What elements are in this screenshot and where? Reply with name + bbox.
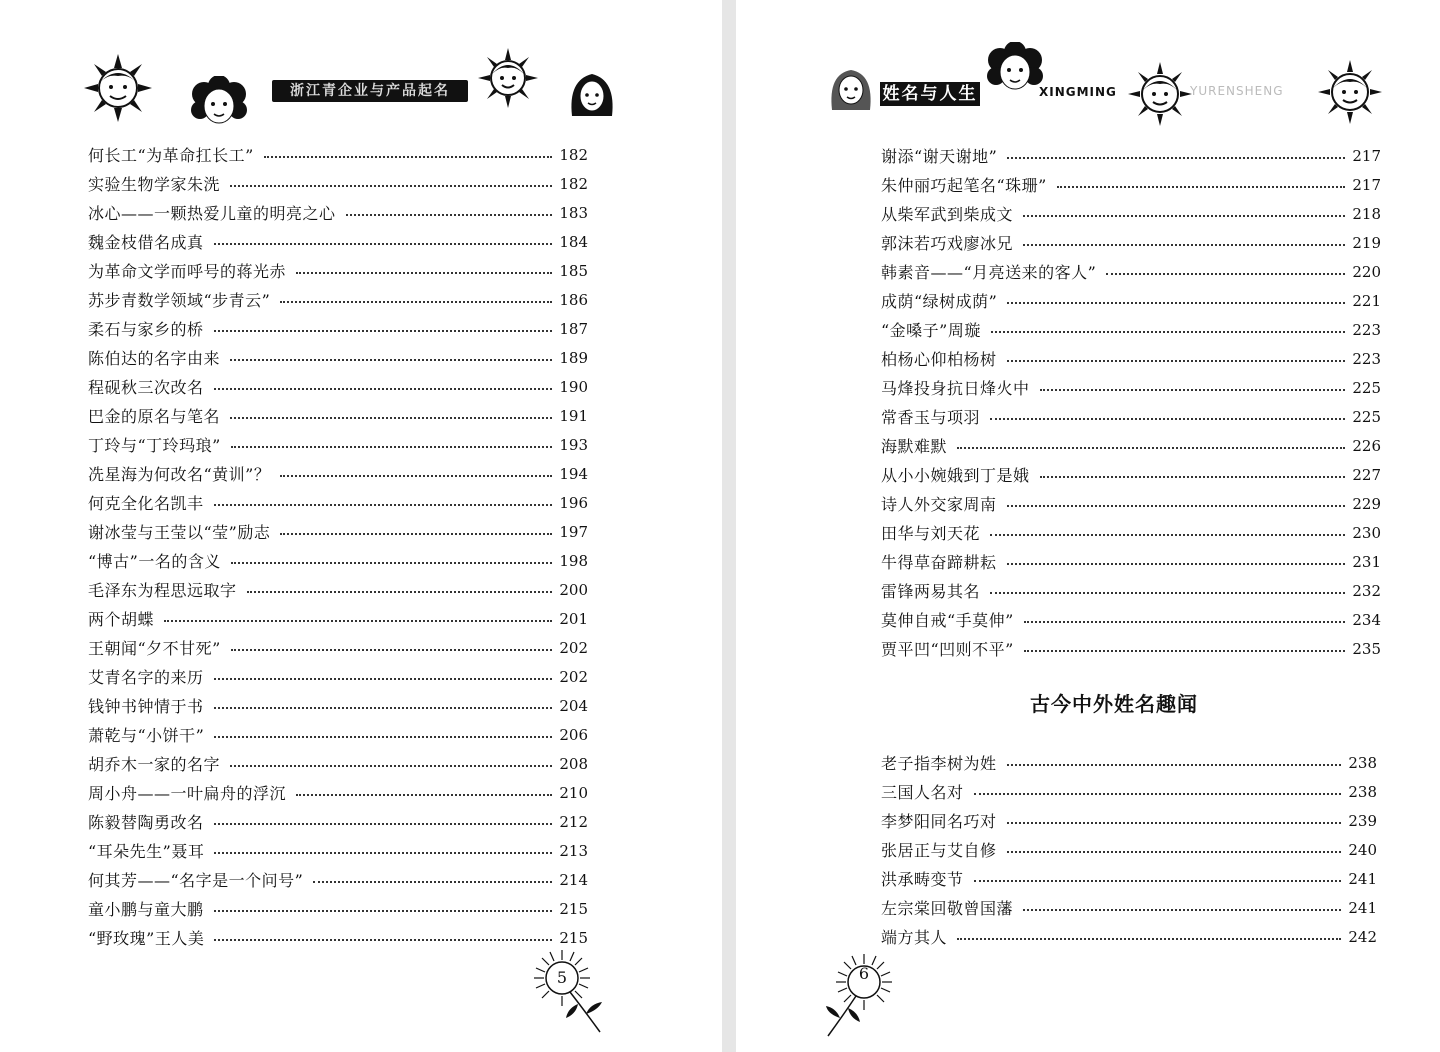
toc-entry-page: 193 bbox=[559, 435, 588, 454]
dot-leader bbox=[1023, 909, 1341, 911]
toc-entry-title: 冼星海为何改名“黄训”？ bbox=[88, 465, 271, 484]
dot-leader bbox=[1040, 389, 1345, 391]
toc-entry-page: 223 bbox=[1352, 320, 1381, 339]
dot-leader bbox=[264, 156, 552, 158]
header-latin-left: XINGMING bbox=[1039, 85, 1117, 99]
toc-entry-title: 常香玉与项羽 bbox=[881, 408, 981, 427]
toc-entry-title: 田华与刘天花 bbox=[881, 524, 981, 543]
dot-leader bbox=[1057, 186, 1345, 188]
toc-entry-title: “野玫瑰”王人美 bbox=[88, 929, 205, 948]
dot-leader bbox=[1024, 650, 1345, 652]
dot-leader bbox=[280, 475, 552, 477]
toc-entry bbox=[881, 402, 1381, 431]
toc-entry-page: 191 bbox=[559, 406, 588, 425]
dot-leader bbox=[1040, 476, 1345, 478]
toc-entry-page: 229 bbox=[1352, 494, 1381, 513]
dot-leader bbox=[974, 793, 1341, 795]
toc-entry-title: 谢添“谢天谢地” bbox=[881, 147, 998, 166]
dot-leader bbox=[296, 794, 552, 796]
toc-entry bbox=[881, 605, 1381, 634]
sun-face-icon bbox=[84, 54, 152, 122]
toc-entry bbox=[881, 835, 1377, 864]
toc-entry-title: 程砚秋三次改名 bbox=[88, 378, 204, 397]
toc-entry-page: 212 bbox=[559, 812, 588, 831]
toc-entry-title: 为革命文学而呼号的蒋光赤 bbox=[88, 262, 287, 281]
toc-entry-title: 成荫“绿树成荫” bbox=[881, 292, 998, 311]
sun-face-icon bbox=[1128, 62, 1192, 126]
toc-entry-page: 210 bbox=[559, 783, 588, 802]
toc-entry-title: 毛泽东为程思远取字 bbox=[88, 581, 237, 600]
toc-entry-page: 241 bbox=[1348, 898, 1377, 917]
toc-entry bbox=[881, 518, 1381, 547]
dot-leader bbox=[1007, 157, 1345, 159]
toc-entry bbox=[881, 547, 1381, 576]
toc-entry bbox=[88, 836, 588, 865]
toc-entry-page: 241 bbox=[1348, 869, 1377, 888]
toc-entry bbox=[88, 372, 588, 401]
dot-leader bbox=[1007, 822, 1341, 824]
header-latin-right: YURENSHENG bbox=[1190, 84, 1284, 98]
toc-entry bbox=[881, 460, 1381, 489]
toc-entry-title: 老子指李树为姓 bbox=[881, 754, 997, 773]
toc-entry-page: 200 bbox=[559, 580, 588, 599]
dot-leader bbox=[990, 534, 1345, 536]
dot-leader bbox=[214, 939, 552, 941]
toc-entry bbox=[881, 344, 1381, 373]
dot-leader bbox=[1007, 851, 1341, 853]
toc-entry bbox=[88, 517, 588, 546]
toc-entry-title: 冰心——一颗热爱儿童的明亮之心 bbox=[88, 204, 336, 223]
dot-leader bbox=[231, 446, 552, 448]
toc-entry-title: 实验生物学家朱洗 bbox=[88, 175, 221, 194]
toc-entry-title: 柔石与家乡的桥 bbox=[88, 320, 204, 339]
toc-entry bbox=[88, 749, 588, 778]
toc-entry-title: 韩素音——“月亮送来的客人” bbox=[881, 263, 1097, 282]
toc-entry bbox=[88, 865, 588, 894]
toc-entry-page: 202 bbox=[559, 667, 588, 686]
toc-entry-page: 194 bbox=[559, 464, 588, 483]
dot-leader bbox=[214, 910, 552, 912]
dot-leader bbox=[1023, 244, 1345, 246]
sun-face-icon bbox=[478, 48, 538, 108]
toc-entry bbox=[88, 401, 588, 430]
toc-entry bbox=[88, 546, 588, 575]
toc-entry-title: “金嗓子”周璇 bbox=[881, 321, 981, 340]
toc-entry bbox=[88, 430, 588, 459]
toc-entry bbox=[88, 778, 588, 807]
toc-entry-title: 何克全化名凯丰 bbox=[88, 494, 204, 513]
toc-entry-page: 186 bbox=[559, 290, 588, 309]
toc-entry-title: 何其芳——“名字是一个问号” bbox=[88, 871, 304, 890]
toc-entry-page: 182 bbox=[559, 145, 588, 164]
toc-entry-page: 204 bbox=[559, 696, 588, 715]
toc-entry-title: 诗人外交家周南 bbox=[881, 495, 997, 514]
sun-face-icon bbox=[1318, 60, 1382, 124]
toc-entry bbox=[88, 720, 588, 749]
toc-entry-page: 217 bbox=[1352, 146, 1381, 165]
toc-entry-page: 240 bbox=[1348, 840, 1377, 859]
toc-entry bbox=[88, 923, 588, 952]
toc-entry-title: 何长工“为革命扛长工” bbox=[88, 146, 254, 165]
toc-entry-page: 198 bbox=[559, 551, 588, 570]
toc-entry-title: 三国人名对 bbox=[881, 783, 964, 802]
toc-entry-page: 231 bbox=[1352, 552, 1381, 571]
toc-entry-page: 218 bbox=[1352, 204, 1381, 223]
toc-entry bbox=[88, 140, 588, 169]
dot-leader bbox=[990, 592, 1345, 594]
toc-entry-title: 萧乾与“小饼干” bbox=[88, 726, 205, 745]
section-title: 古今中外姓名趣闻 bbox=[1030, 692, 1198, 716]
toc-entry bbox=[88, 662, 588, 691]
toc-entry bbox=[88, 807, 588, 836]
toc-entry-title: 魏金枝借名成真 bbox=[88, 233, 204, 252]
toc-entry-page: 197 bbox=[559, 522, 588, 541]
header-banner: 姓名与人生 bbox=[880, 82, 980, 106]
toc-entry bbox=[881, 286, 1381, 315]
dot-leader bbox=[214, 823, 552, 825]
dot-leader bbox=[214, 330, 552, 332]
dot-leader bbox=[1106, 273, 1345, 275]
toc-entry-page: 213 bbox=[559, 841, 588, 860]
toc-entry bbox=[88, 314, 588, 343]
dot-leader bbox=[1007, 764, 1341, 766]
toc-entry-page: 214 bbox=[559, 870, 588, 889]
toc-entry-title: 周小舟——一叶扁舟的浮沉 bbox=[88, 784, 287, 803]
toc-entry-title: 端方其人 bbox=[881, 928, 948, 947]
dot-leader bbox=[346, 214, 552, 216]
toc-entry-page: 185 bbox=[559, 261, 588, 280]
dot-leader bbox=[1007, 505, 1345, 507]
toc-entry-page: 201 bbox=[559, 609, 588, 628]
toc-entry-page: 215 bbox=[559, 928, 588, 947]
toc-entry bbox=[88, 285, 588, 314]
toc-entry-title: 从小小婉娥到丁是娥 bbox=[881, 466, 1030, 485]
dot-leader bbox=[214, 678, 552, 680]
toc-entry bbox=[88, 488, 588, 517]
toc-entry-title: 洪承畴变节 bbox=[881, 870, 964, 889]
toc-entry-title: 李梦阳同名巧对 bbox=[881, 812, 997, 831]
toc-entry-title: 钱钟书钟情于书 bbox=[88, 697, 204, 716]
dot-leader bbox=[214, 707, 552, 709]
toc-entry bbox=[88, 169, 588, 198]
toc-entry bbox=[881, 922, 1377, 951]
toc-entry bbox=[88, 633, 588, 662]
page-number: 5 bbox=[556, 968, 568, 987]
toc-entry-title: “博古”一名的含义 bbox=[88, 552, 221, 571]
toc-list bbox=[88, 140, 588, 952]
girl-face-icon bbox=[828, 66, 874, 112]
dot-leader bbox=[1024, 621, 1345, 623]
toc-entry bbox=[881, 634, 1381, 663]
toc-entry-title: 莫伸自戒“手莫伸” bbox=[881, 611, 1014, 630]
toc-entry-title: 巴金的原名与笔名 bbox=[88, 407, 221, 426]
toc-entry-page: 239 bbox=[1348, 811, 1377, 830]
dot-leader bbox=[247, 591, 552, 593]
toc-entry-page: 215 bbox=[559, 899, 588, 918]
header-banner: 浙江青企业与产品起名 bbox=[272, 80, 468, 102]
toc-entry-page: 223 bbox=[1352, 349, 1381, 368]
toc-entry bbox=[88, 691, 588, 720]
toc-entry-title: 张居正与艾自修 bbox=[881, 841, 997, 860]
toc-entry-title: 苏步青数学领域“步青云” bbox=[88, 291, 271, 310]
right-page bbox=[736, 0, 1440, 1052]
toc-entry-page: 202 bbox=[559, 638, 588, 657]
toc-entry-page: 217 bbox=[1352, 175, 1381, 194]
toc-entry-page: 235 bbox=[1352, 639, 1381, 658]
toc-entry bbox=[88, 459, 588, 488]
dot-leader bbox=[214, 504, 552, 506]
toc-entry-page: 183 bbox=[559, 203, 588, 222]
toc-list bbox=[881, 141, 1381, 663]
dot-leader bbox=[957, 938, 1341, 940]
dot-leader bbox=[1007, 563, 1345, 565]
toc-entry bbox=[881, 257, 1381, 286]
toc-entry-title: 海默难默 bbox=[881, 437, 948, 456]
toc-entry-page: 206 bbox=[559, 725, 588, 744]
dot-leader bbox=[1007, 360, 1345, 362]
toc-entry bbox=[881, 748, 1377, 777]
toc-entry bbox=[881, 373, 1381, 402]
toc-entry-title: 童小鹏与童大鹏 bbox=[88, 900, 204, 919]
toc-entry bbox=[881, 864, 1377, 893]
toc-entry bbox=[881, 228, 1381, 257]
toc-entry-page: 238 bbox=[1348, 782, 1377, 801]
girl-face-icon bbox=[190, 76, 248, 130]
dot-leader bbox=[990, 418, 1345, 420]
toc-entry bbox=[881, 893, 1377, 922]
toc-entry bbox=[881, 489, 1381, 518]
toc-entry-title: 艾青名字的来历 bbox=[88, 668, 204, 687]
toc-entry-title: 谢冰莹与王莹以“莹”励志 bbox=[88, 523, 271, 542]
toc-entry-page: 221 bbox=[1352, 291, 1381, 310]
toc-list-section bbox=[881, 748, 1377, 951]
toc-entry-page: 196 bbox=[559, 493, 588, 512]
toc-entry-title: 雷锋两易其名 bbox=[881, 582, 981, 601]
toc-entry-title: 贾平凹“凹则不平” bbox=[881, 640, 1014, 659]
dot-leader bbox=[164, 620, 552, 622]
toc-entry bbox=[88, 227, 588, 256]
toc-entry-title: 牛得草奋蹄耕耘 bbox=[881, 553, 997, 572]
toc-entry-title: 左宗棠回敬曾国藩 bbox=[881, 899, 1014, 918]
toc-entry bbox=[881, 141, 1381, 170]
toc-entry-page: 220 bbox=[1352, 262, 1381, 281]
dot-leader bbox=[230, 417, 552, 419]
toc-entry-title: 王朝闻“夕不甘死” bbox=[88, 639, 221, 658]
dot-leader bbox=[230, 765, 552, 767]
toc-entry-title: 两个胡蝶 bbox=[88, 610, 155, 629]
toc-entry-page: 232 bbox=[1352, 581, 1381, 600]
dot-leader bbox=[280, 533, 552, 535]
dot-leader bbox=[991, 331, 1345, 333]
toc-entry-page: 226 bbox=[1352, 436, 1381, 455]
dot-leader bbox=[230, 359, 552, 361]
toc-entry-page: 189 bbox=[559, 348, 588, 367]
toc-entry bbox=[881, 806, 1377, 835]
page-number: 6 bbox=[858, 964, 870, 983]
dot-leader bbox=[957, 447, 1345, 449]
toc-entry bbox=[881, 576, 1381, 605]
toc-entry bbox=[881, 315, 1381, 344]
toc-entry-title: 陈伯达的名字由来 bbox=[88, 349, 221, 368]
toc-entry-page: 182 bbox=[559, 174, 588, 193]
dot-leader bbox=[296, 272, 552, 274]
toc-entry-page: 225 bbox=[1352, 407, 1381, 426]
toc-entry-page: 234 bbox=[1352, 610, 1381, 629]
toc-entry bbox=[88, 575, 588, 604]
dot-leader bbox=[214, 736, 552, 738]
dot-leader bbox=[231, 562, 552, 564]
toc-entry bbox=[881, 431, 1381, 460]
toc-entry-page: 219 bbox=[1352, 233, 1381, 252]
toc-entry-page: 187 bbox=[559, 319, 588, 338]
dot-leader bbox=[280, 301, 552, 303]
toc-entry bbox=[88, 894, 588, 923]
toc-entry-page: 230 bbox=[1352, 523, 1381, 542]
dot-leader bbox=[313, 881, 552, 883]
toc-entry-page: 238 bbox=[1348, 753, 1377, 772]
toc-entry-title: 胡乔木一家的名字 bbox=[88, 755, 221, 774]
toc-entry-page: 227 bbox=[1352, 465, 1381, 484]
toc-entry-title: 陈毅替陶勇改名 bbox=[88, 813, 204, 832]
toc-entry bbox=[88, 256, 588, 285]
dot-leader bbox=[974, 880, 1341, 882]
toc-entry-title: 马烽投身抗日烽火中 bbox=[881, 379, 1030, 398]
toc-entry bbox=[881, 170, 1381, 199]
dot-leader bbox=[230, 185, 552, 187]
toc-entry-title: “耳朵先生”聂耳 bbox=[88, 842, 205, 861]
dot-leader bbox=[214, 852, 552, 854]
dot-leader bbox=[1023, 215, 1345, 217]
girl-face-icon bbox=[568, 70, 616, 120]
toc-entry-page: 184 bbox=[559, 232, 588, 251]
dot-leader bbox=[1007, 302, 1345, 304]
toc-entry-page: 190 bbox=[559, 377, 588, 396]
toc-entry-title: 柏杨心仰柏杨树 bbox=[881, 350, 997, 369]
sunflower-icon bbox=[526, 948, 606, 1034]
dot-leader bbox=[214, 243, 552, 245]
toc-entry-page: 242 bbox=[1348, 927, 1377, 946]
book-gutter bbox=[722, 0, 736, 1052]
toc-entry-page: 225 bbox=[1352, 378, 1381, 397]
toc-entry-title: 朱仲丽巧起笔名“珠珊” bbox=[881, 176, 1047, 195]
toc-entry-title: 丁玲与“丁玲玛琅” bbox=[88, 436, 221, 455]
toc-entry-page: 208 bbox=[559, 754, 588, 773]
toc-entry bbox=[881, 777, 1377, 806]
toc-entry-title: 郭沫若巧戏廖冰兄 bbox=[881, 234, 1014, 253]
toc-entry bbox=[881, 199, 1381, 228]
dot-leader bbox=[231, 649, 552, 651]
toc-entry-title: 从柴军武到柴成文 bbox=[881, 205, 1014, 224]
toc-entry bbox=[88, 343, 588, 372]
toc-entry bbox=[88, 198, 588, 227]
girl-face-icon bbox=[986, 42, 1044, 96]
toc-entry bbox=[88, 604, 588, 633]
dot-leader bbox=[214, 388, 552, 390]
